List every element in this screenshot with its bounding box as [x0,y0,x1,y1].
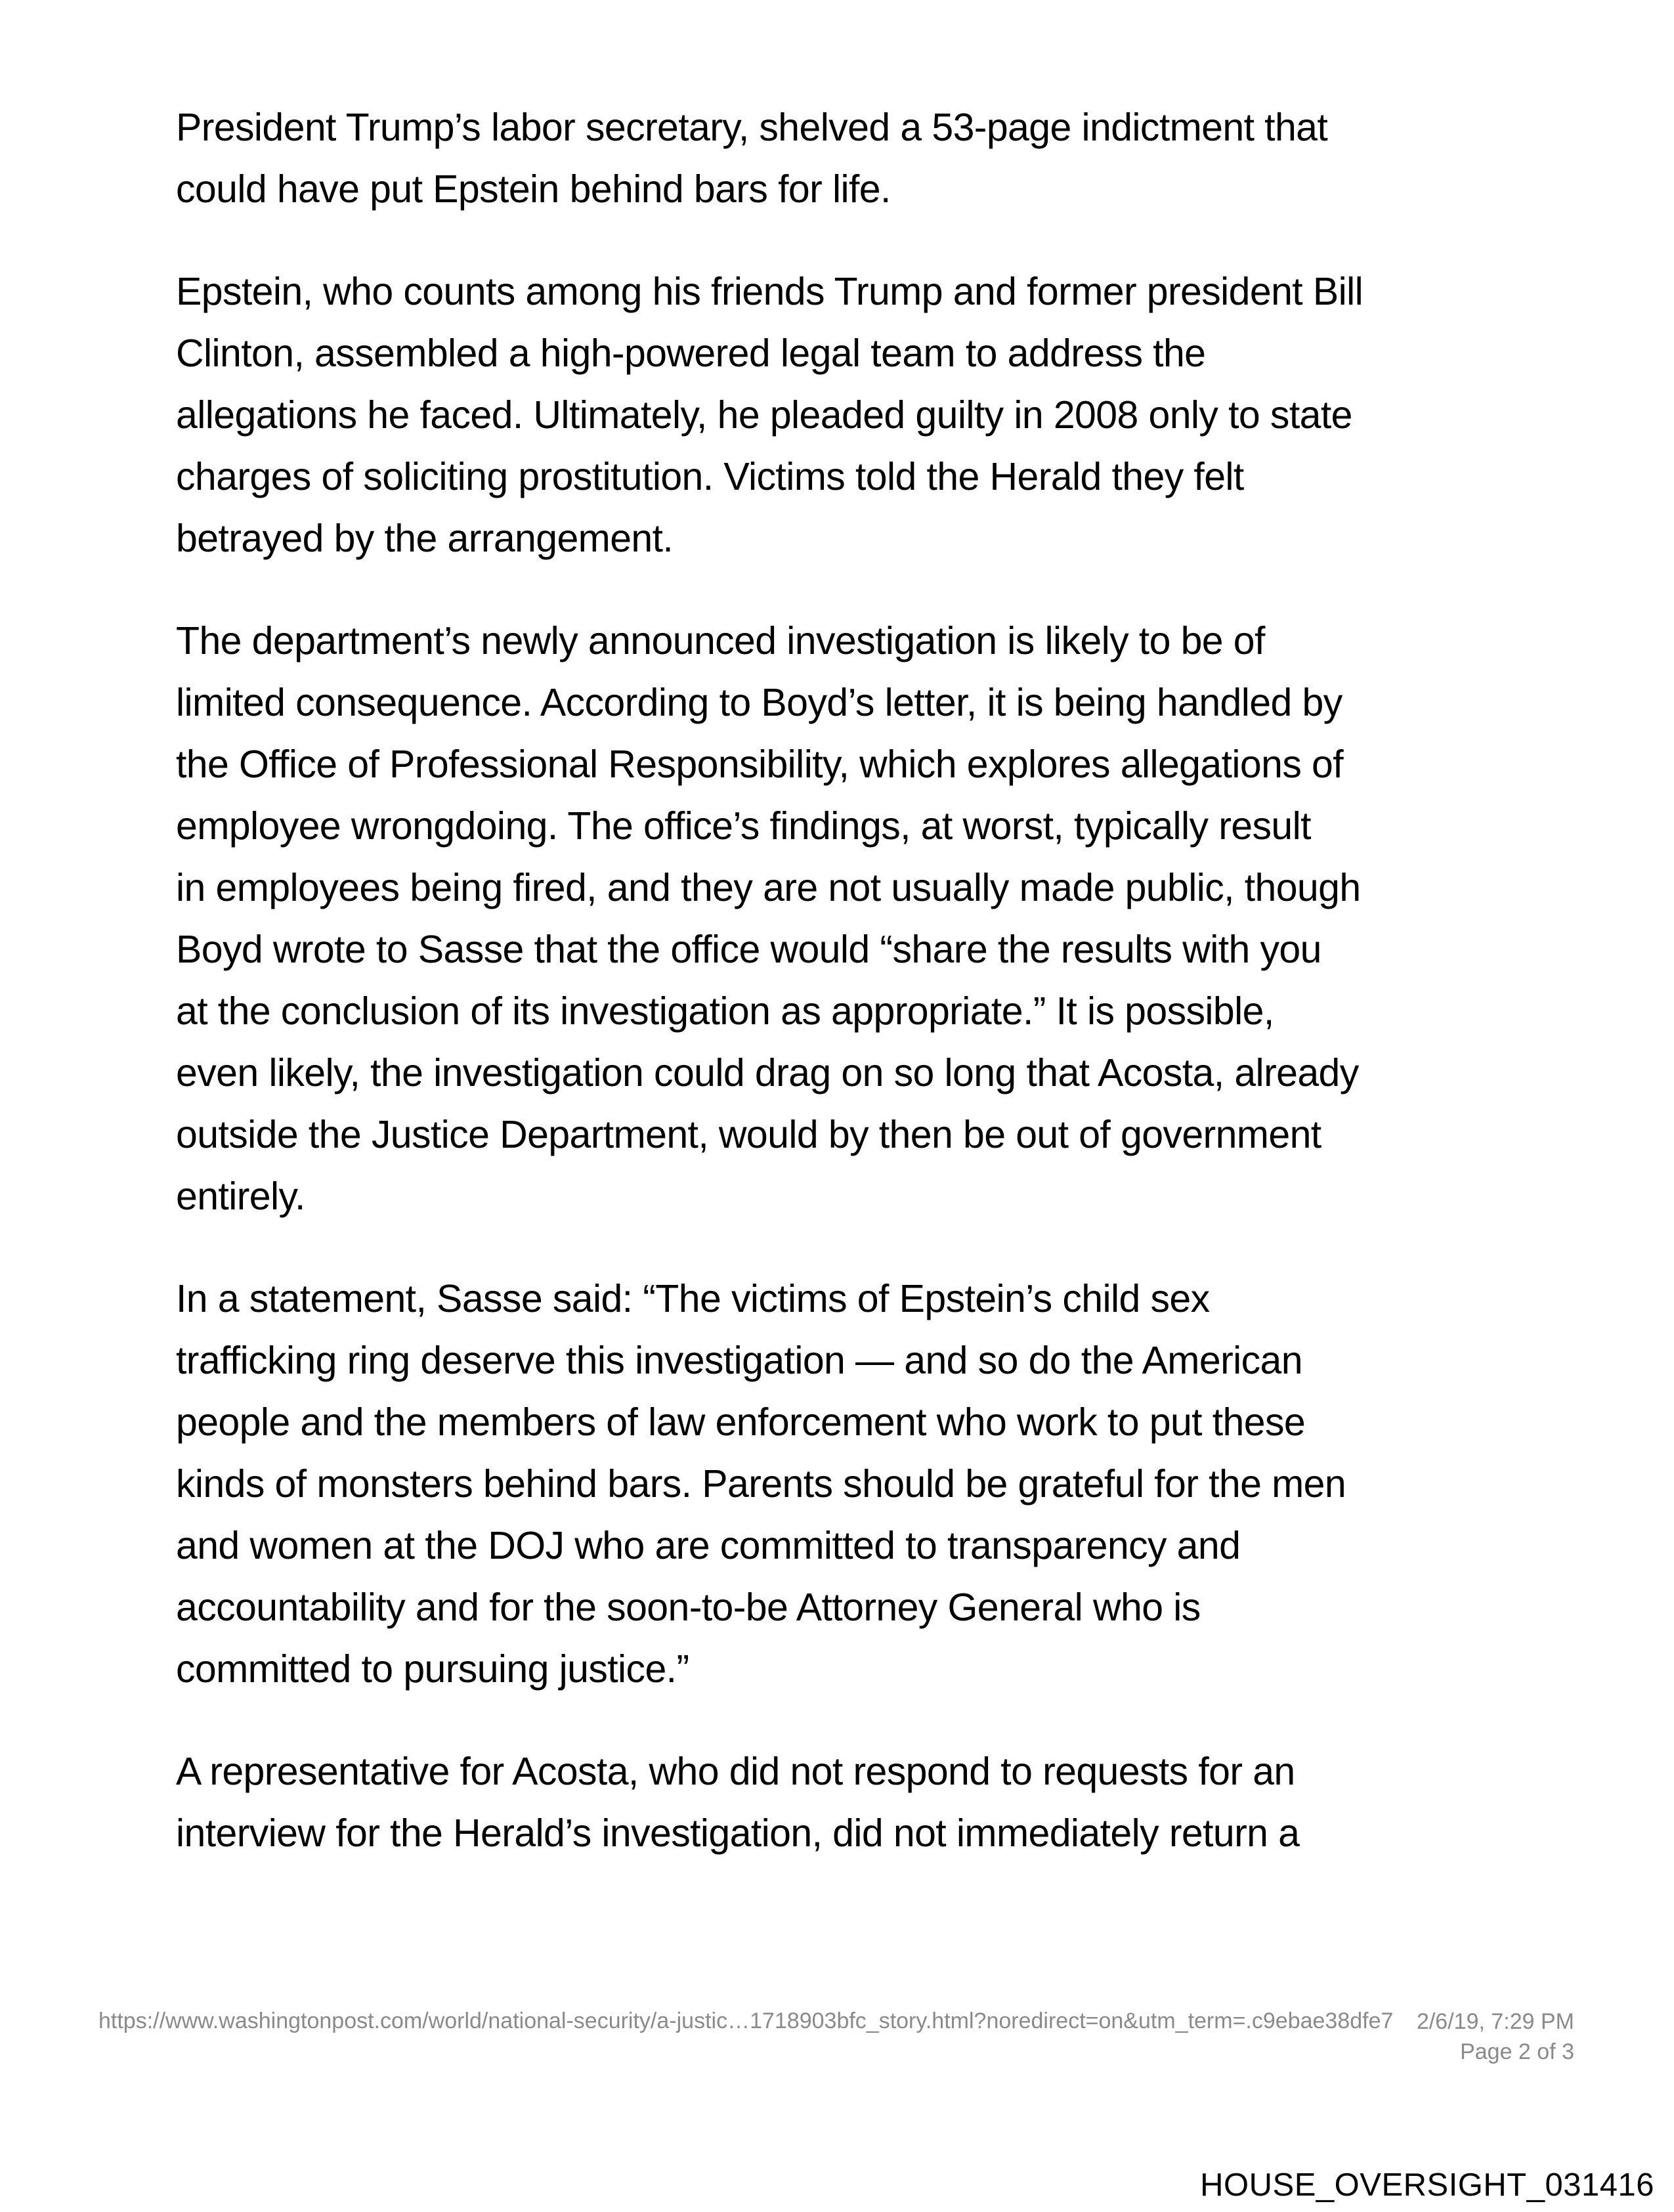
paragraph-1 [176,97,1528,220]
text-line: Boyd wrote to Sasse that the office would “share the results with you [176,928,1321,971]
text-line: In a statement, Sasse said: “The victims of Epstein’s child sex [176,1277,1210,1320]
text-line: people and the members of law enforcement who work to put these [176,1400,1306,1444]
bates-stamp: HOUSE_OVERSIGHT_031416 [1200,2167,1654,2203]
text-line: even likely, the investigation could drag on so long that Acosta, already [176,1051,1359,1095]
paragraph-2 [176,261,1528,569]
text-line: interview for the Herald’s investigation, did not immediately return a [176,1811,1300,1855]
text-line: the Office of Professional Responsibility, which explores allegations of [176,743,1344,786]
text-line: entirely. [176,1175,305,1218]
paragraph-4 [176,1268,1528,1700]
text-line: kinds of monsters behind bars. Parents should be grateful for the men [176,1462,1346,1506]
text-line: outside the Justice Department, would by then be out of government [176,1113,1321,1156]
text-line: President Trump’s labor secretary, shelved a 53-page indictment that [176,106,1328,149]
text-line: Clinton, assembled a high-powered legal team to address the [176,332,1206,375]
text-line: at the conclusion of its investigation as appropriate.” It is possible, [176,989,1274,1033]
article-body [176,97,1528,1905]
text-line: could have put Epstein behind bars for life. [176,167,891,211]
text-line: committed to pursuing justice.” [176,1647,689,1691]
text-line: allegations he faced. Ultimately, he pleaded guilty in 2008 only to state [176,393,1352,437]
text-line: accountability and for the soon-to-be Attorney General who is [176,1586,1201,1629]
source-url: https://www.washingtonpost.com/world/national-security/a-justic…1718903bfc_story.html?noredirect=on&utm_term=.c9ebae38dfe7 [98,2008,1394,2033]
text-line: Epstein, who counts among his friends Trump and former president Bill [176,270,1363,313]
page-indicator: Page 2 of 3 [1460,2039,1574,2064]
text-line: and women at the DOJ who are committed to transparency and [176,1524,1241,1567]
paragraph-5 [176,1741,1528,1864]
text-line: employee wrongdoing. The office’s findings, at worst, typically result [176,804,1311,848]
print-datetime: 2/6/19, 7:29 PM [1416,2009,1574,2034]
text-line: limited consequence. According to Boyd’s letter, it is being handled by [176,681,1342,724]
text-line: A representative for Acosta, who did not respond to requests for an [176,1750,1295,1793]
text-line: The department’s newly announced investigation is likely to be of [176,619,1265,662]
text-line: betrayed by the arrangement. [176,517,674,560]
text-line: in employees being fired, and they are not usually made public, though [176,866,1361,909]
text-line: trafficking ring deserve this investigation — and so do the American [176,1339,1302,1382]
footer-meta [1417,2006,1574,2067]
text-line: charges of soliciting prostitution. Victims told the Herald they felt [176,455,1244,498]
paragraph-3 [176,610,1528,1227]
